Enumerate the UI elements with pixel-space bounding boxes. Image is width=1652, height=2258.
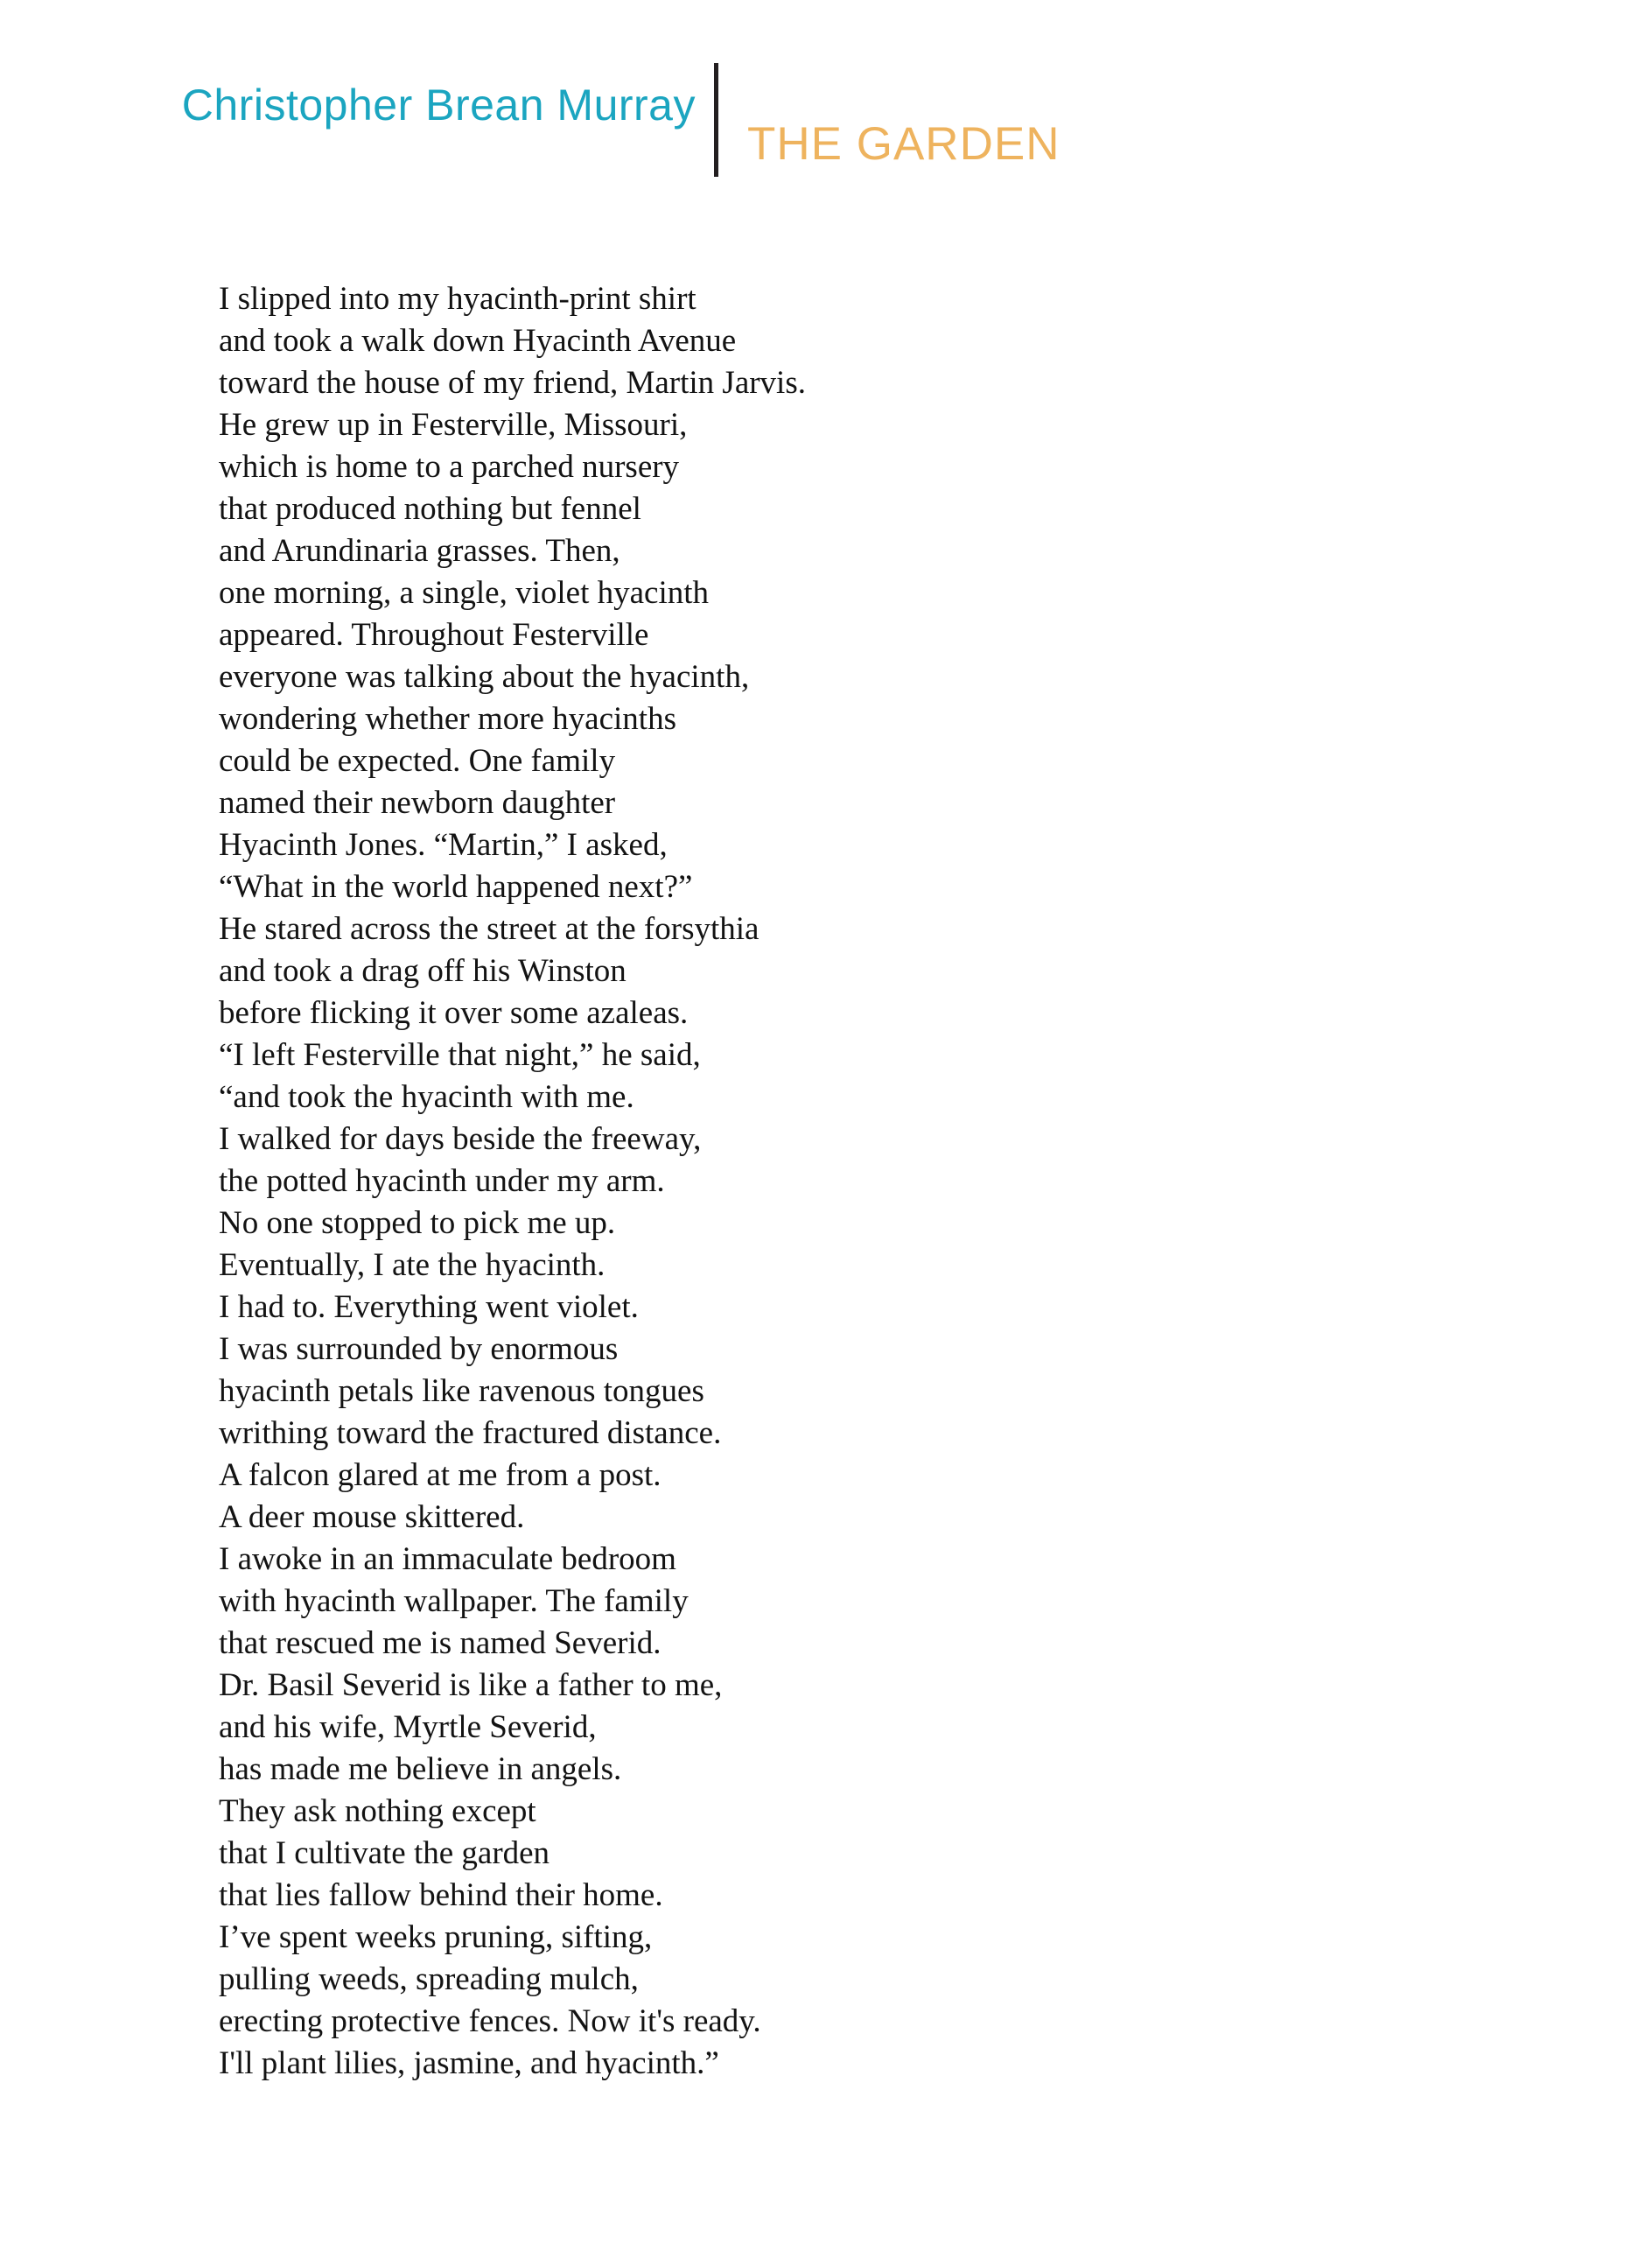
poem-line: I awoke in an immaculate bedroom [219, 1541, 676, 1577]
poem-line: A deer mouse skittered. [219, 1499, 525, 1535]
poem-line: A falcon glared at me from a post. [219, 1457, 662, 1493]
poem-line: I'll plant lilies, jasmine, and hyacinth.” [219, 2045, 719, 2081]
poem-line: which is home to a parched nursery [219, 449, 680, 485]
poem-line: hyacinth petals like ravenous tongues [219, 1373, 704, 1409]
header-divider-line [714, 63, 718, 177]
poem-line: the potted hyacinth under my arm. [219, 1163, 665, 1199]
poem-line: pulling weeds, spreading mulch, [219, 1961, 639, 1997]
poem-line: “and took the hyacinth with me. [219, 1079, 634, 1115]
poem-line: “I left Festerville that night,” he said, [219, 1037, 701, 1073]
poem-line: He stared across the street at the forsythia [219, 911, 760, 947]
poem-line: I’ve spent weeks pruning, sifting, [219, 1919, 653, 1955]
poem-line: erecting protective fences. Now it's ready. [219, 2003, 761, 2039]
poem-line: toward the house of my friend, Martin Jarvis. [219, 365, 806, 401]
poem-line: “What in the world happened next?” [219, 869, 693, 905]
poem-line: and took a drag off his Winston [219, 953, 626, 989]
author-name: Christopher Brean Murray [181, 81, 696, 130]
poem-line: I was surrounded by enormous [219, 1331, 619, 1367]
poem-line: that lies fallow behind their home. [219, 1877, 663, 1913]
poem-line: I slipped into my hyacinth-print shirt [219, 281, 696, 317]
poem-line: that produced nothing but fennel [219, 491, 641, 527]
poem-line: everyone was talking about the hyacinth, [219, 659, 750, 695]
poem-line: with hyacinth wallpaper. The family [219, 1583, 689, 1619]
poem-line: could be expected. One family [219, 743, 616, 779]
poem-line: Eventually, I ate the hyacinth. [219, 1247, 606, 1283]
poem-title: THE GARDEN [747, 118, 1060, 170]
poem-line: named their newborn daughter [219, 785, 616, 821]
poem-line: appeared. Throughout Festerville [219, 617, 649, 653]
poem-body [219, 278, 806, 2085]
poem-line: and his wife, Myrtle Severid, [219, 1709, 597, 1745]
poem-line: wondering whether more hyacinths [219, 701, 676, 737]
poem-line: He grew up in Festerville, Missouri, [219, 407, 688, 443]
poem-line: and took a walk down Hyacinth Avenue [219, 323, 737, 359]
poem-line: I had to. Everything went violet. [219, 1289, 639, 1325]
poem-line: that I cultivate the garden [219, 1835, 550, 1871]
poem-line: I walked for days beside the freeway, [219, 1121, 702, 1157]
poem-line: that rescued me is named Severid. [219, 1625, 662, 1661]
poem-line: They ask nothing except [219, 1793, 536, 1829]
poem-line: one morning, a single, violet hyacinth [219, 575, 710, 611]
poem-line: has made me believe in angels. [219, 1751, 622, 1787]
poem-line: Dr. Basil Severid is like a father to me, [219, 1667, 723, 1703]
poem-line: No one stopped to pick me up. [219, 1205, 616, 1241]
poem-line: Hyacinth Jones. “Martin,” I asked, [219, 827, 668, 863]
poem-line: writhing toward the fractured distance. [219, 1415, 722, 1451]
poem-line: and Arundinaria grasses. Then, [219, 533, 620, 569]
poem-line: before flicking it over some azaleas. [219, 995, 689, 1031]
